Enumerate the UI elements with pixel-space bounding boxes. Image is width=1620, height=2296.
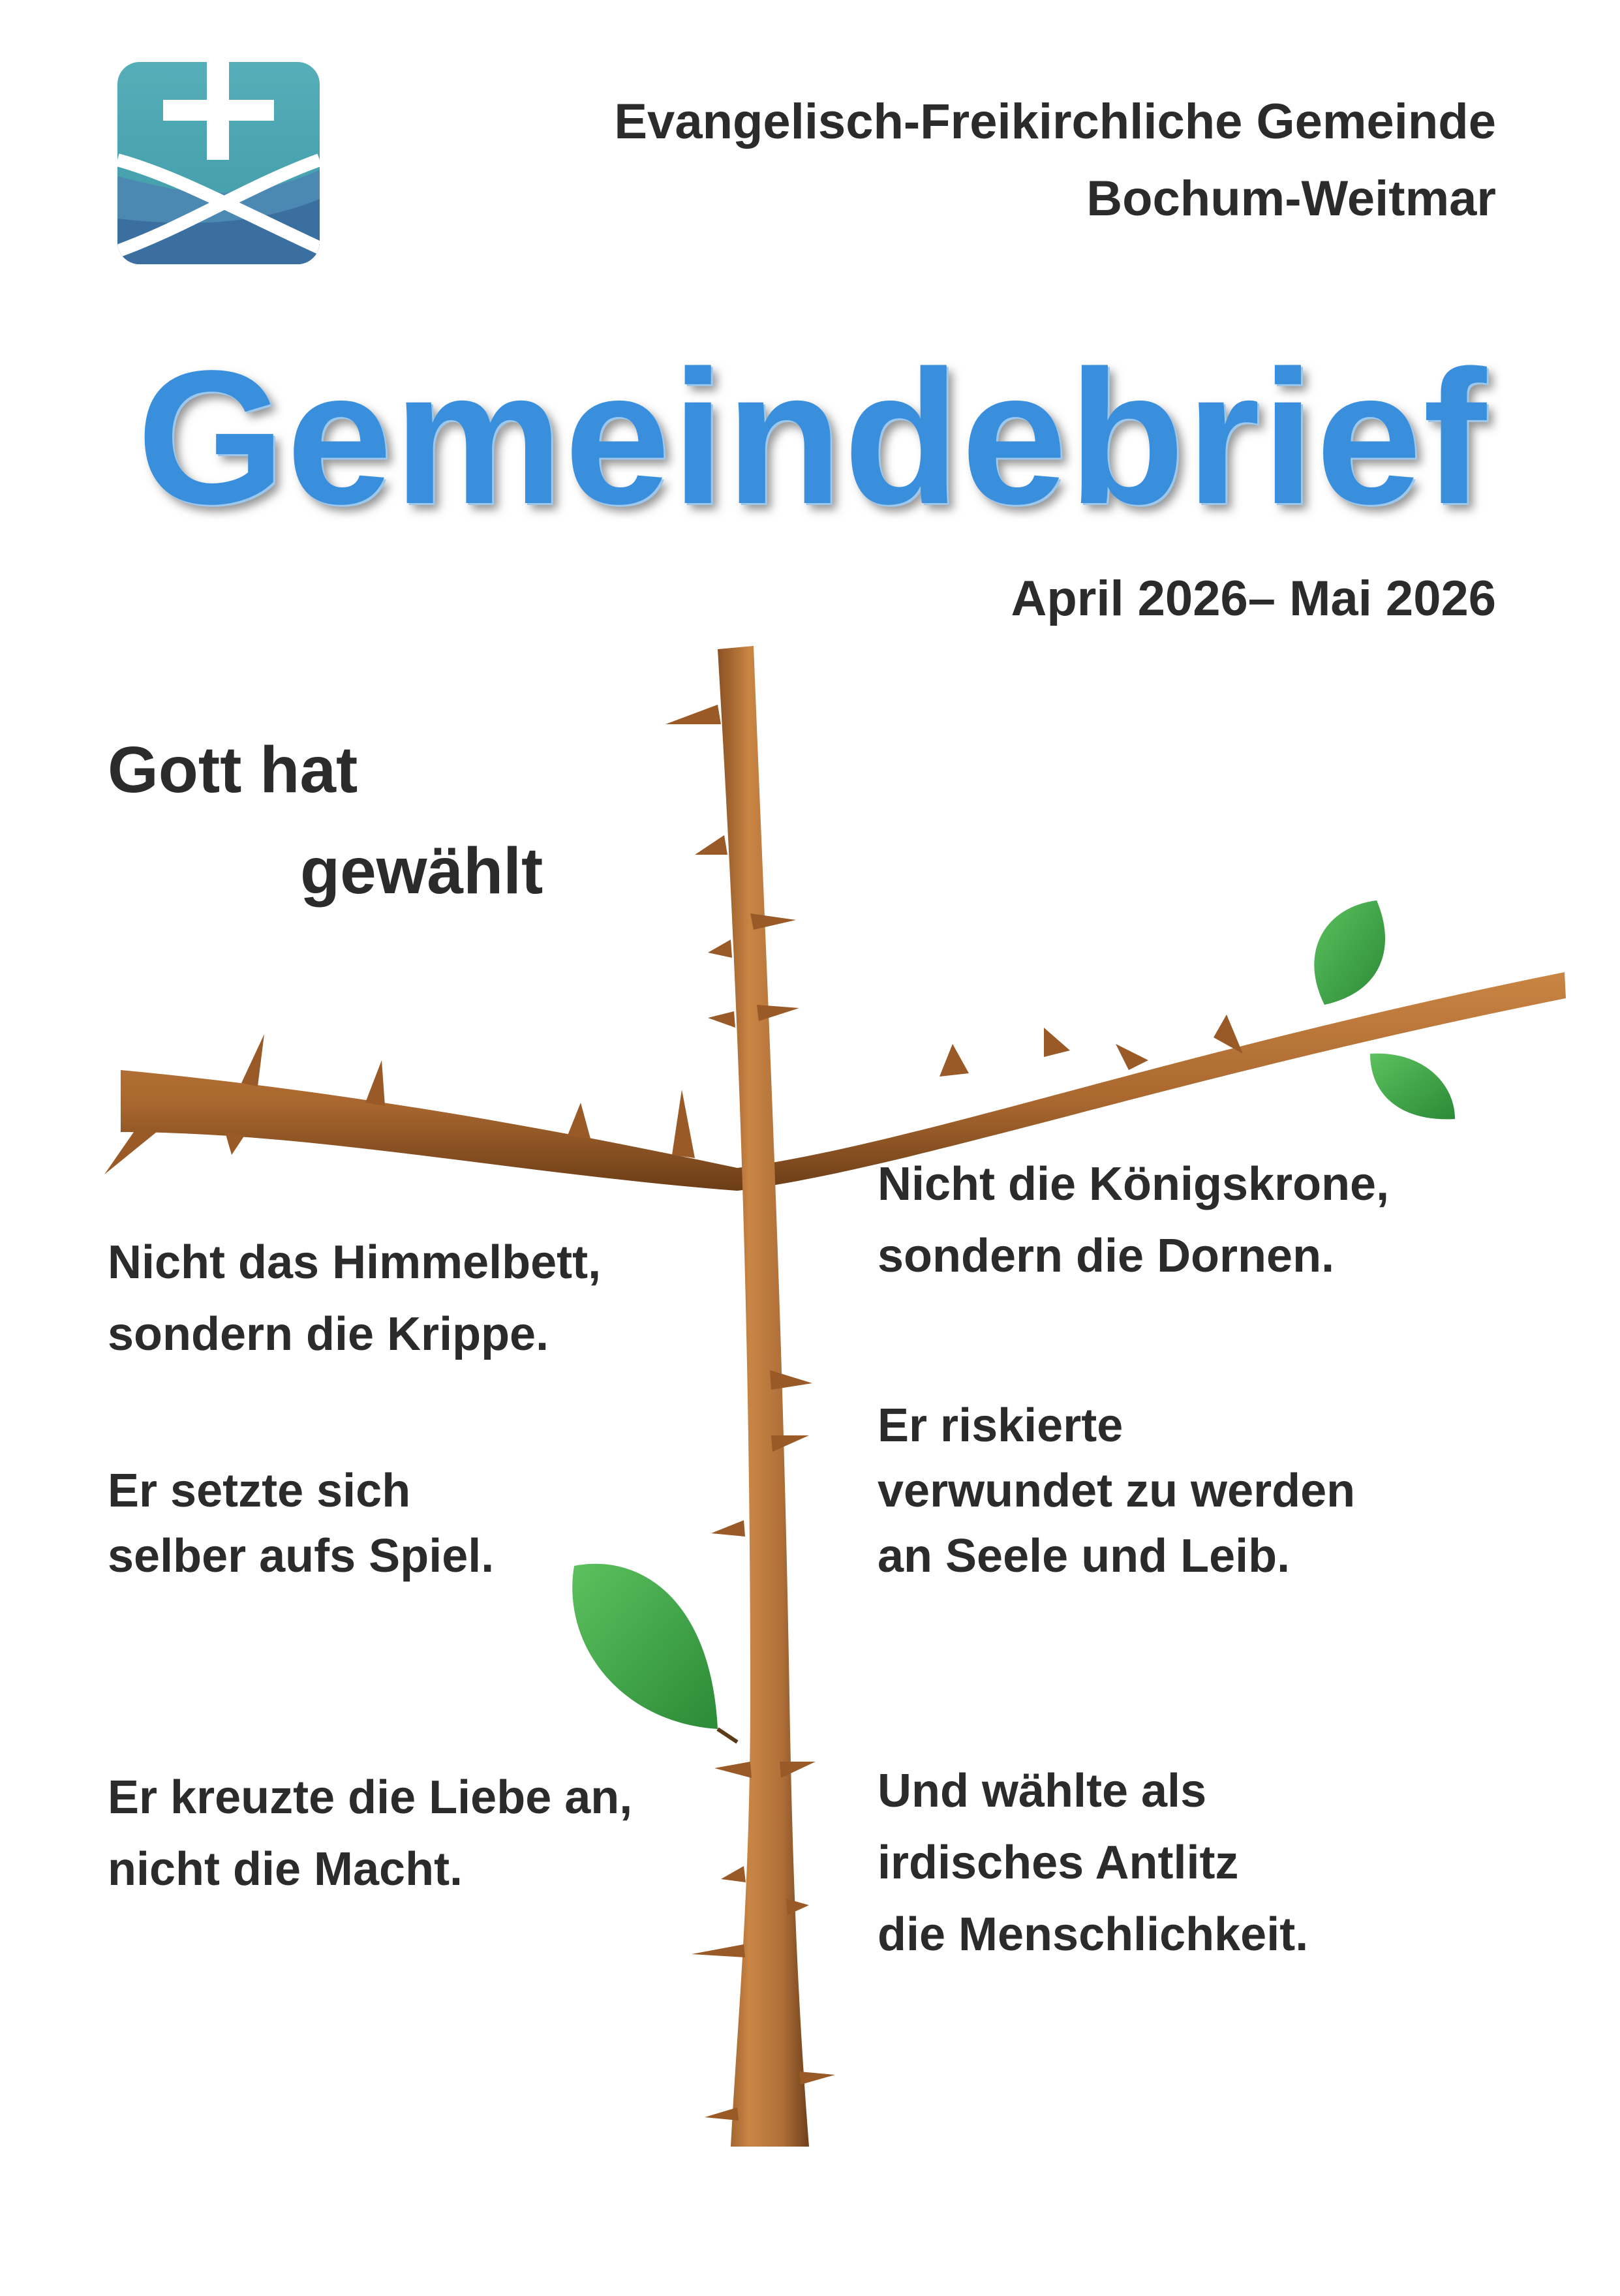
vertical-branch <box>665 646 835 2147</box>
verse-right-3 <box>878 1758 1308 1967</box>
verse-line: an Seele und Leib. <box>878 1530 1291 1582</box>
verse-line: sondern die Krippe. <box>108 1308 549 1360</box>
verse-line: Er riskierte <box>878 1400 1123 1452</box>
church-name-line2: Bochum-Weitmar <box>1086 171 1496 226</box>
leaf-right <box>1370 1054 1455 1120</box>
verse-line: Nicht die Königskrone, <box>878 1158 1390 1210</box>
verse-left-3 <box>108 1765 632 1902</box>
verse-line: Er setzte sich <box>108 1465 411 1517</box>
headline-line1: Gott hat <box>108 733 358 806</box>
leaf-lower-center <box>572 1564 737 1742</box>
verse-line: irdisches Antlitz <box>878 1837 1239 1889</box>
verse-line: Und wählte als <box>878 1765 1207 1817</box>
verse-line: nicht die Macht. <box>108 1843 463 1895</box>
issue-period: April 2026– Mai 2026 <box>1011 571 1496 626</box>
verse-left-1 <box>108 1230 601 1367</box>
verse-line: verwundet zu werden <box>878 1465 1356 1517</box>
newsletter-title: Gemeindebrief <box>136 331 1488 543</box>
verse-line: selber aufs Spiel. <box>108 1530 495 1582</box>
verse-right-1 <box>878 1152 1389 1289</box>
verse-line: Er kreuzte die Liebe an, <box>108 1771 633 1824</box>
verse-right-2 <box>878 1393 1355 1589</box>
verse-line: die Menschlichkeit. <box>878 1908 1309 1961</box>
verse-left-2 <box>108 1458 494 1589</box>
verse-line: Nicht das Himmelbett, <box>108 1236 602 1289</box>
headline <box>108 731 543 910</box>
verse-line: sondern die Dornen. <box>878 1230 1335 1282</box>
church-name-line1: Evangelisch-Freikirchliche Gemeinde <box>614 94 1496 149</box>
headline-line2: gewählt <box>300 834 543 908</box>
leaf-top-right <box>1314 900 1385 1005</box>
